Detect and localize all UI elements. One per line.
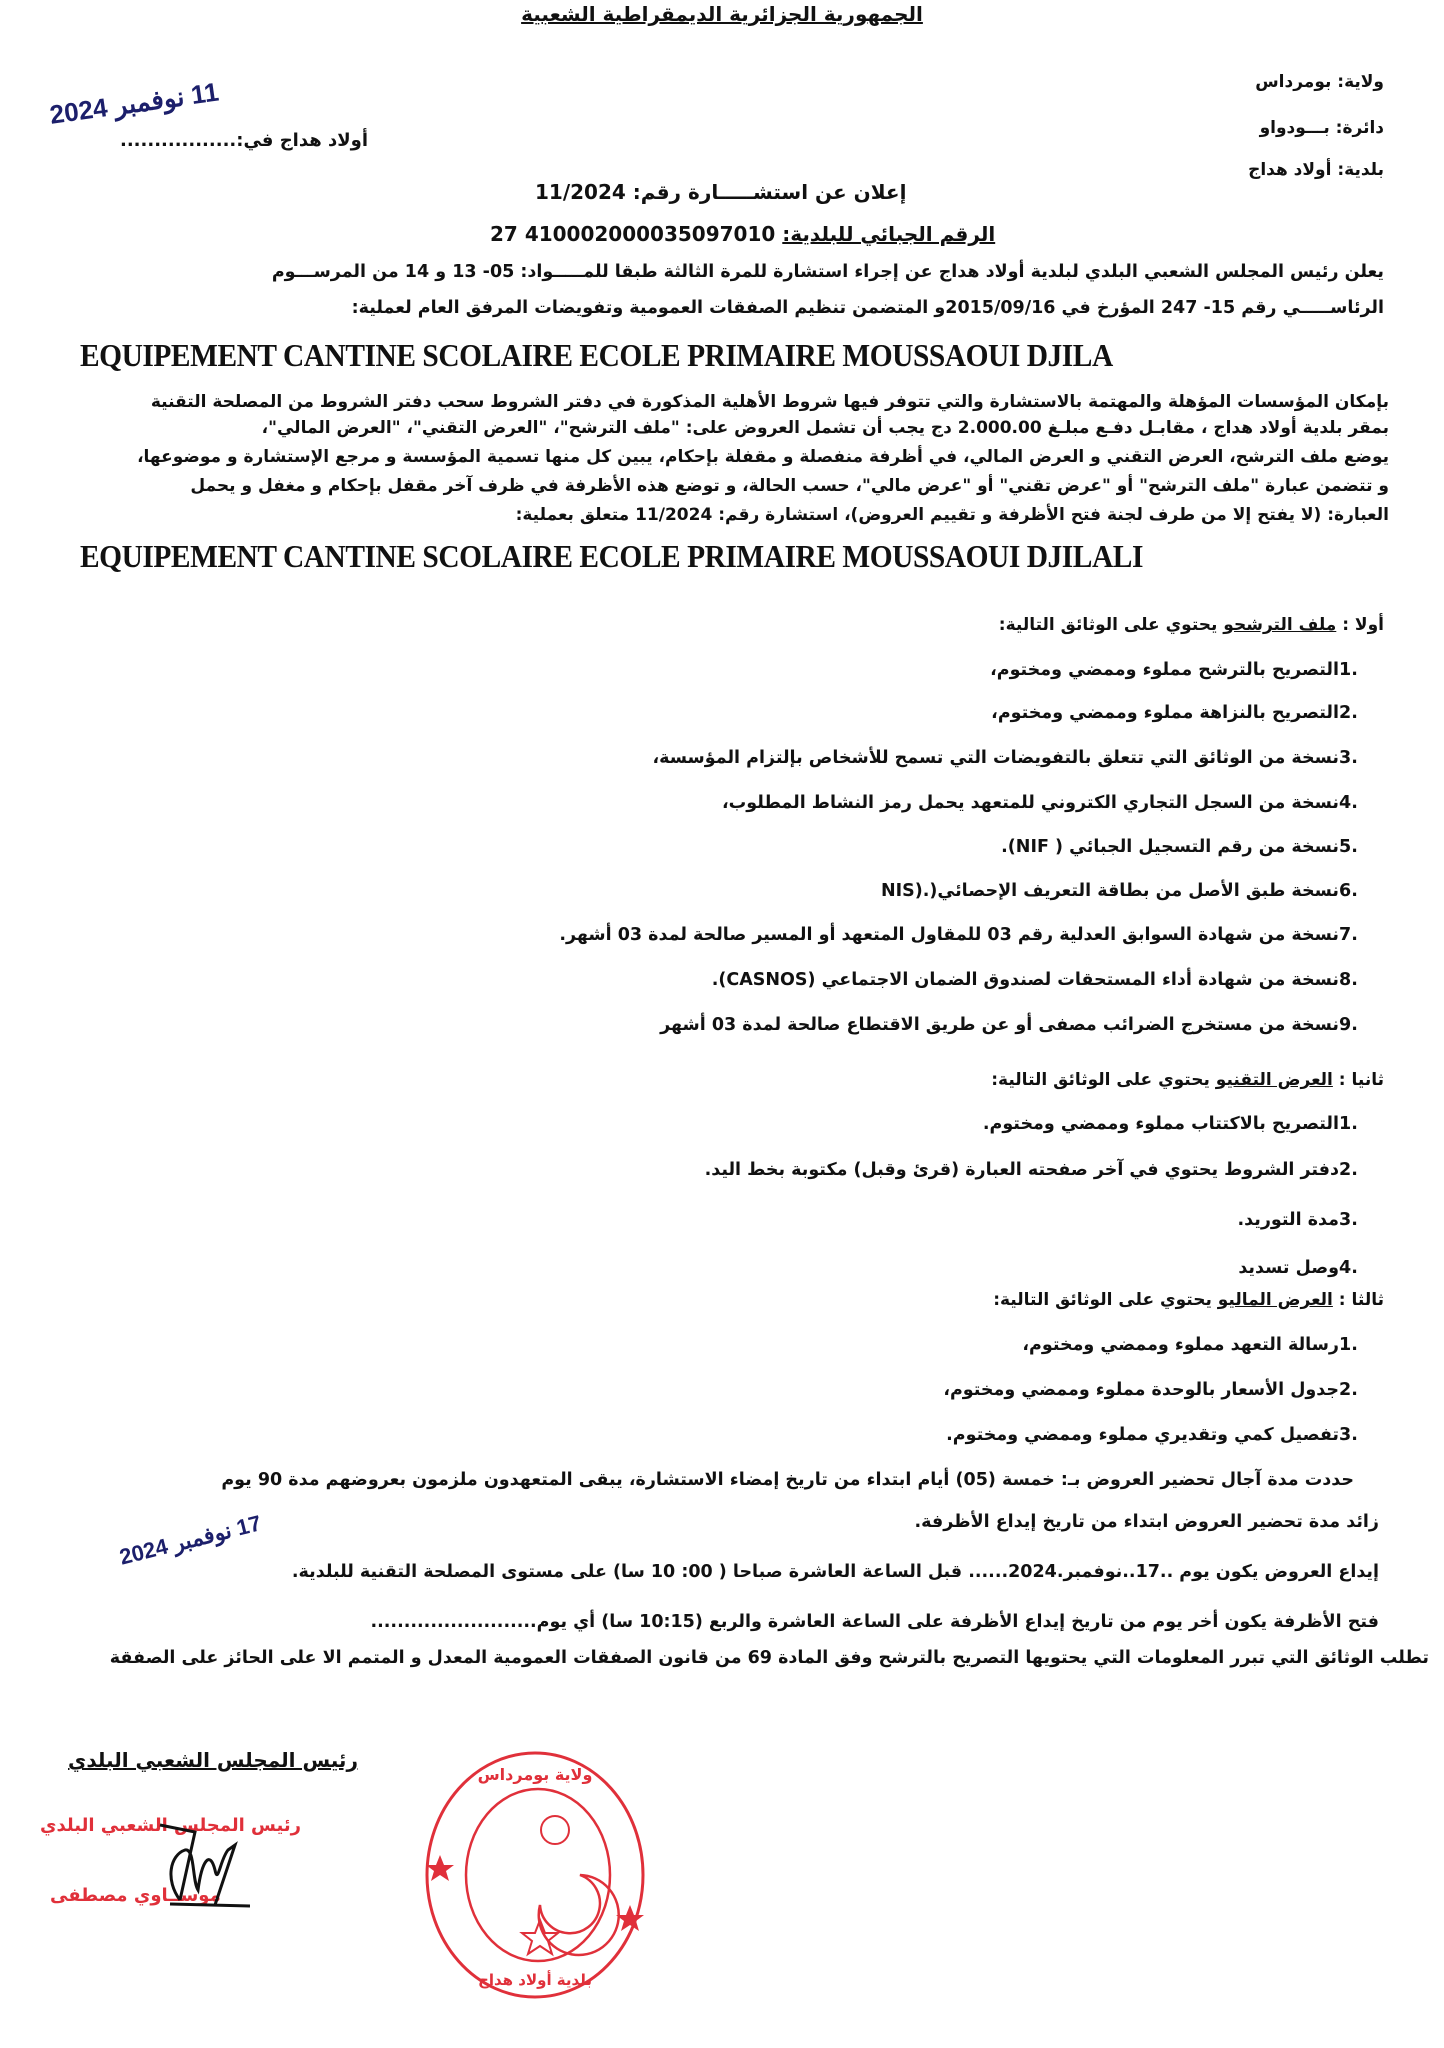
deadline-text: ابتداء من تاريخ إمضاء الاستشارة، يبقى المتعهدون ملزمون بعروضهم مدة 90 يوم [221, 1470, 918, 1490]
list-item: .3مدة التوريد. [1237, 1210, 1358, 1230]
list-item-text: نسخة من مستخرج الضرائب مصفى أو عن طريق الاقتطاع صالحة لمدة 03 أشهر [660, 1015, 1339, 1035]
project-name-1: EQUIPEMENT CANTINE SCOLAIRE ECOLE PRIMAIRE MOUSSAOUI DJILA [80, 337, 1113, 373]
baladia-label: بلدية: أولاد هداج [1248, 160, 1384, 180]
intro-line-2: الرئاســـــي رقم 15- 247 المؤرخ في 2015/09/16و المتضمن تنظيم الصفقات العمومية وتفويضات المرفق العام لعملية: [351, 298, 1384, 318]
opening-line: فتح الأظرفة يكون أخر يوم من تاريخ إيداع الأظرفة على الساعة العاشرة والربع (10:15 سا) أي يوم......................... [370, 1612, 1379, 1632]
section-title: العرض المالي [1228, 1290, 1333, 1310]
intro-line-1: يعلن رئيس المجلس الشعبي البلدي لبلدية أولاد هداج عن إجراء استشارة للمرة الثالثة طبقا للمـــــواد: 05- 13 و 14 من المرســـوم [271, 262, 1384, 282]
list-item: .2دفتر الشروط يحتوي في آخر صفحته العبارة (قرئ وقبل) مكتوبة بخط اليد. [704, 1160, 1358, 1180]
list-item-text: نسخة من رقم التسجيل الجبائي ( NIF). [1001, 837, 1339, 857]
wilaya-label: ولاية: بومرداس [1255, 72, 1384, 92]
list-item: .1التصريح بالترشح مملوء وممضي ومختوم، [990, 660, 1358, 680]
list-item: .3تفصيل كمي وتقديري مملوء وممضي ومختوم. [946, 1425, 1358, 1445]
list-item-text: نسخة من السجل التجاري الكتروني للمتعهد يحمل رمز النشاط المطلوب، [722, 793, 1339, 813]
section-suffix: و يحتوي على الوثائق التالية: [998, 615, 1234, 635]
signatory-stamp-name: موســاوي مصطفى [50, 1885, 221, 1906]
deadline-days: خمسة (05) أيام [917, 1470, 1055, 1490]
section-title: ملف الترشح [1233, 615, 1337, 635]
seal-top-text: ولاية بومرداس [477, 1765, 593, 1784]
announcement-title: إعلان عن استشـــــارة رقم: 11/2024 [535, 180, 907, 204]
list-item-text: نسخة من الوثائق التي تتعلق بالتفويضات التي تسمح للأشخاص بإلتزام المؤسسة، [652, 748, 1339, 768]
list-item-text: التصريح بالاكتتاب مملوء وممضي ومختوم. [982, 1114, 1339, 1134]
deadline-line-1 [221, 1470, 1354, 1490]
list-item-text: التصريح بالترشح مملوء وممضي ومختوم، [990, 660, 1339, 680]
list-item-text: التصريح بالنزاهة مملوء وممضي ومختوم، [991, 703, 1339, 723]
list-item-text: رسالة التعهد مملوء وممضي ومختوم، [1022, 1335, 1339, 1355]
condition-line: يوضع ملف الترشح، العرض التقني و العرض المالي، في أظرفة منفصلة و مقفلة بإحكام، يبين كل منها تسمية المؤسسة و مرجع الإستشارة و موضوعها، [137, 447, 1389, 467]
list-item: .2التصريح بالنزاهة مملوء وممضي ومختوم، [991, 703, 1358, 723]
official-seal-icon [420, 1745, 650, 2005]
list-item: .2جدول الأسعار بالوحدة مملوء وممضي ومختوم، [943, 1380, 1358, 1400]
list-item-text: دفتر الشروط يحتوي في آخر صفحته العبارة (قرئ وقبل) مكتوبة بخط اليد. [704, 1160, 1339, 1180]
condition-line: بمقر بلدية أولاد هداج ، مقابـل دفـع مبلـغ 2.000.00 دج يجب أن تشمل العروض على: "ملف الترشح"، "العرض التقني"، "العرض المالي"، [261, 418, 1389, 438]
tax-id-value: 410002000035097010 27 [490, 222, 776, 246]
handwritten-date-stamp: 11 نوفمبر 2024 [47, 76, 221, 130]
place-date: أولاد هداج في:................. [120, 130, 368, 151]
list-item-text: نسخة من شهادة السوابق العدلية رقم 03 للمقاول المتعهد أو المسير صالحة لمدة 03 أشهر. [559, 925, 1339, 945]
list-item: .5نسخة من رقم التسجيل الجبائي ( NIF). [1001, 837, 1358, 857]
section-suffix: و يحتوي على الوثائق التالية: [993, 1290, 1229, 1310]
list-item: .7نسخة من شهادة السوابق العدلية رقم 03 للمقاول المتعهد أو المسير صالحة لمدة 03 أشهر. [559, 925, 1358, 945]
tax-id-label: الرقم الجبائي للبلدية: [782, 222, 996, 246]
condition-line: و تتضمن عبارة "ملف الترشح" أو "عرض تقني" أو "عرض مالي"، حسب الحالة، و توضع هذه الأظرفة في ظرف آخر مقفل بإحكام و مغفل و يحمل [190, 476, 1389, 496]
section-heading [993, 1290, 1384, 1310]
law-reference-line: تطلب الوثائق التي تبرر المعلومات التي يحتويها التصريح بالترشح وفق المادة 69 من قانون الصفقات العمومية المعدل و المتمم الا على الحائز على الصفقة [109, 1648, 1429, 1668]
handwritten-signature-icon [140, 1820, 250, 1910]
section-heading [999, 615, 1384, 635]
republic-header: الجمهورية الجزائرية الديمقراطية الشعبية [521, 2, 923, 26]
list-item-text: مدة التوريد. [1237, 1210, 1339, 1230]
section-prefix: أولا : [1336, 615, 1384, 635]
handwritten-date-stamp: 17 نوفمبر 2024 [116, 1510, 264, 1570]
deadline-text: حددت مدة آجال تحضير العروض بـ: [1054, 1470, 1354, 1490]
signatory-stamp-title: رئيس المجلس الشعبي البلدي [40, 1815, 301, 1836]
section-title: العرض التقني [1226, 1070, 1333, 1090]
list-item: .3نسخة من الوثائق التي تتعلق بالتفويضات التي تسمح للأشخاص بإلتزام المؤسسة، [652, 748, 1358, 768]
list-item: .1التصريح بالاكتتاب مملوء وممضي ومختوم. [982, 1114, 1358, 1134]
condition-line: العبارة: (لا يفتح إلا من طرف لجنة فتح الأظرفة و تقييم العروض)، استشارة رقم: 11/2024 متعلق بعملية: [515, 505, 1389, 525]
deadline-line-2: زائد مدة تحضير العروض ابتداء من تاريخ إيداع الأظرفة. [914, 1512, 1379, 1532]
list-item-text: جدول الأسعار بالوحدة مملوء وممضي ومختوم، [943, 1380, 1339, 1400]
list-item: .4وصل تسديد [1238, 1258, 1358, 1278]
list-item-text: تفصيل كمي وتقديري مملوء وممضي ومختوم. [946, 1425, 1339, 1445]
seal-bottom-text: بلدية أولاد هداج [478, 1971, 592, 1989]
signatory-title: رئيس المجلس الشعبي البلدي [68, 1748, 358, 1772]
list-item-text: نسخة من شهادة أداء المستحقات لصندوق الضمان الاجتماعي (CASNOS). [711, 970, 1339, 990]
list-item: .9نسخة من مستخرج الضرائب مصفى أو عن طريق الاقتطاع صالحة لمدة 03 أشهر [660, 1015, 1358, 1035]
list-item: .8نسخة من شهادة أداء المستحقات لصندوق الضمان الاجتماعي (CASNOS). [711, 970, 1358, 990]
section-prefix: ثانيا : [1332, 1070, 1384, 1090]
list-item: .6نسخة طبق الأصل من بطاقة التعريف الإحصائي(.(NIS [881, 881, 1358, 901]
tax-id [490, 222, 995, 246]
condition-line: بإمكان المؤسسات المؤهلة والمهتمة بالاستشارة والتي تتوفر فيها شروط الأهلية المذكورة في دفتر الشروط سحب دفتر الشروط من المصلحة التقنية [150, 392, 1389, 412]
list-item-text: وصل تسديد [1238, 1258, 1339, 1278]
section-suffix: و يحتوي على الوثائق التالية: [991, 1070, 1227, 1090]
section-prefix: ثالثا : [1332, 1290, 1384, 1310]
daira-label: دائرة: بـــودواو [1259, 118, 1384, 138]
project-name-2: EQUIPEMENT CANTINE SCOLAIRE ECOLE PRIMAIRE MOUSSAOUI DJILALI [80, 538, 1143, 574]
deposit-date-line: إيداع العروض يكون يوم ..17..نوفمبر.2024...... قبل الساعة العاشرة صباحا ( 00: 10 سا) على مستوى المصلحة التقنية للبلدية. [291, 1562, 1379, 1582]
list-item-text: نسخة طبق الأصل من بطاقة التعريف الإحصائي(.(NIS [881, 881, 1339, 901]
list-item: .1رسالة التعهد مملوء وممضي ومختوم، [1022, 1335, 1358, 1355]
list-item: .4نسخة من السجل التجاري الكتروني للمتعهد يحمل رمز النشاط المطلوب، [722, 793, 1358, 813]
section-heading [991, 1070, 1384, 1090]
